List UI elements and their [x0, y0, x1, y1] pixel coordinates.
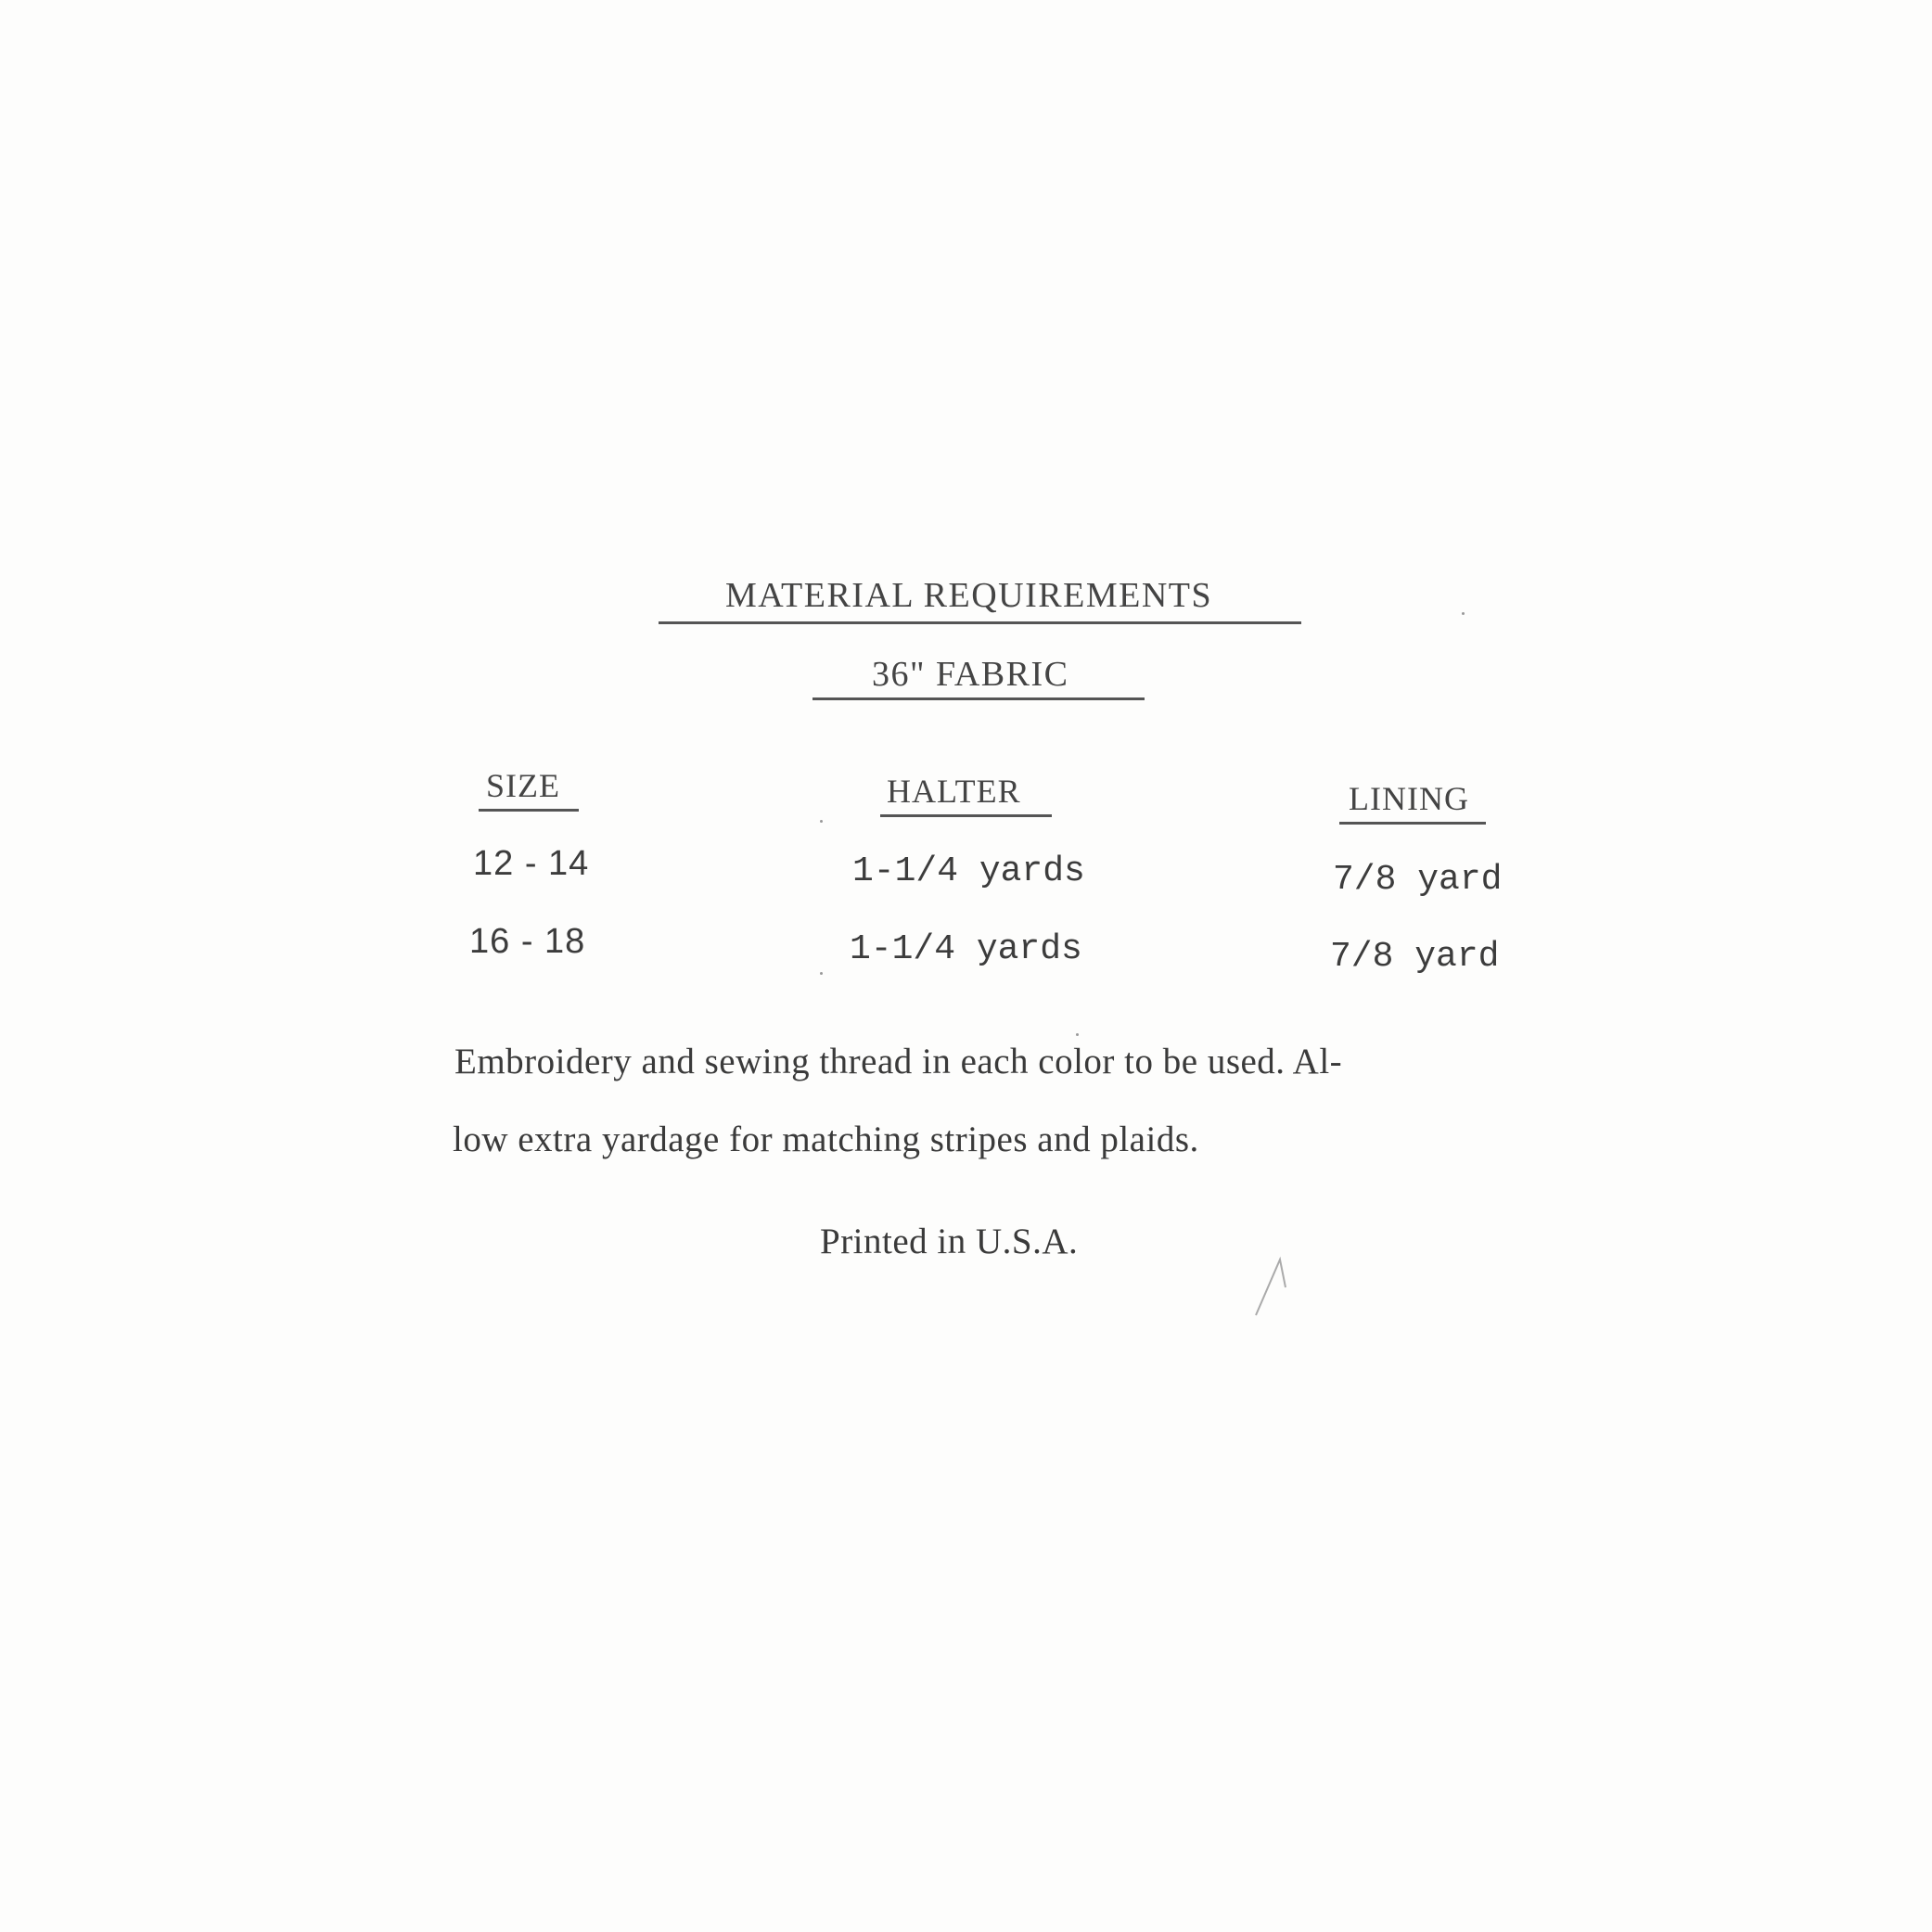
subtitle-underline [812, 697, 1145, 700]
column-header-lining: LINING [1349, 780, 1469, 817]
table-row-1-size: 12 - 14 [473, 844, 590, 883]
page-title: MATERIAL REQUIREMENTS [725, 576, 1213, 615]
title-underline [659, 621, 1301, 624]
scan-speck [820, 820, 823, 823]
scan-speck [1462, 612, 1465, 615]
size-header-underline [479, 809, 579, 812]
printed-in-usa: Printed in U.S.A. [820, 1222, 1079, 1261]
scan-speck [820, 972, 823, 975]
lining-header-underline [1339, 822, 1486, 825]
scan-speck [1076, 1033, 1079, 1036]
table-row-1-lining: 7/8 yard [1333, 860, 1503, 900]
column-header-halter: HALTER [887, 773, 1021, 810]
pencil-mark [1252, 1254, 1299, 1319]
table-row-2-size: 16 - 18 [469, 922, 586, 961]
notes-line-1: Embroidery and sewing thread in each color to be used. Al- [454, 1042, 1343, 1081]
table-row-2-lining: 7/8 yard [1330, 937, 1500, 977]
table-row-2-halter: 1-1/4 yards [850, 929, 1082, 969]
page-subtitle: 36" FABRIC [872, 655, 1069, 694]
halter-header-underline [880, 814, 1052, 817]
column-header-size: SIZE [486, 767, 560, 804]
notes-line-2: low extra yardage for matching stripes and plaids. [453, 1120, 1199, 1159]
table-row-1-halter: 1-1/4 yards [852, 851, 1085, 891]
